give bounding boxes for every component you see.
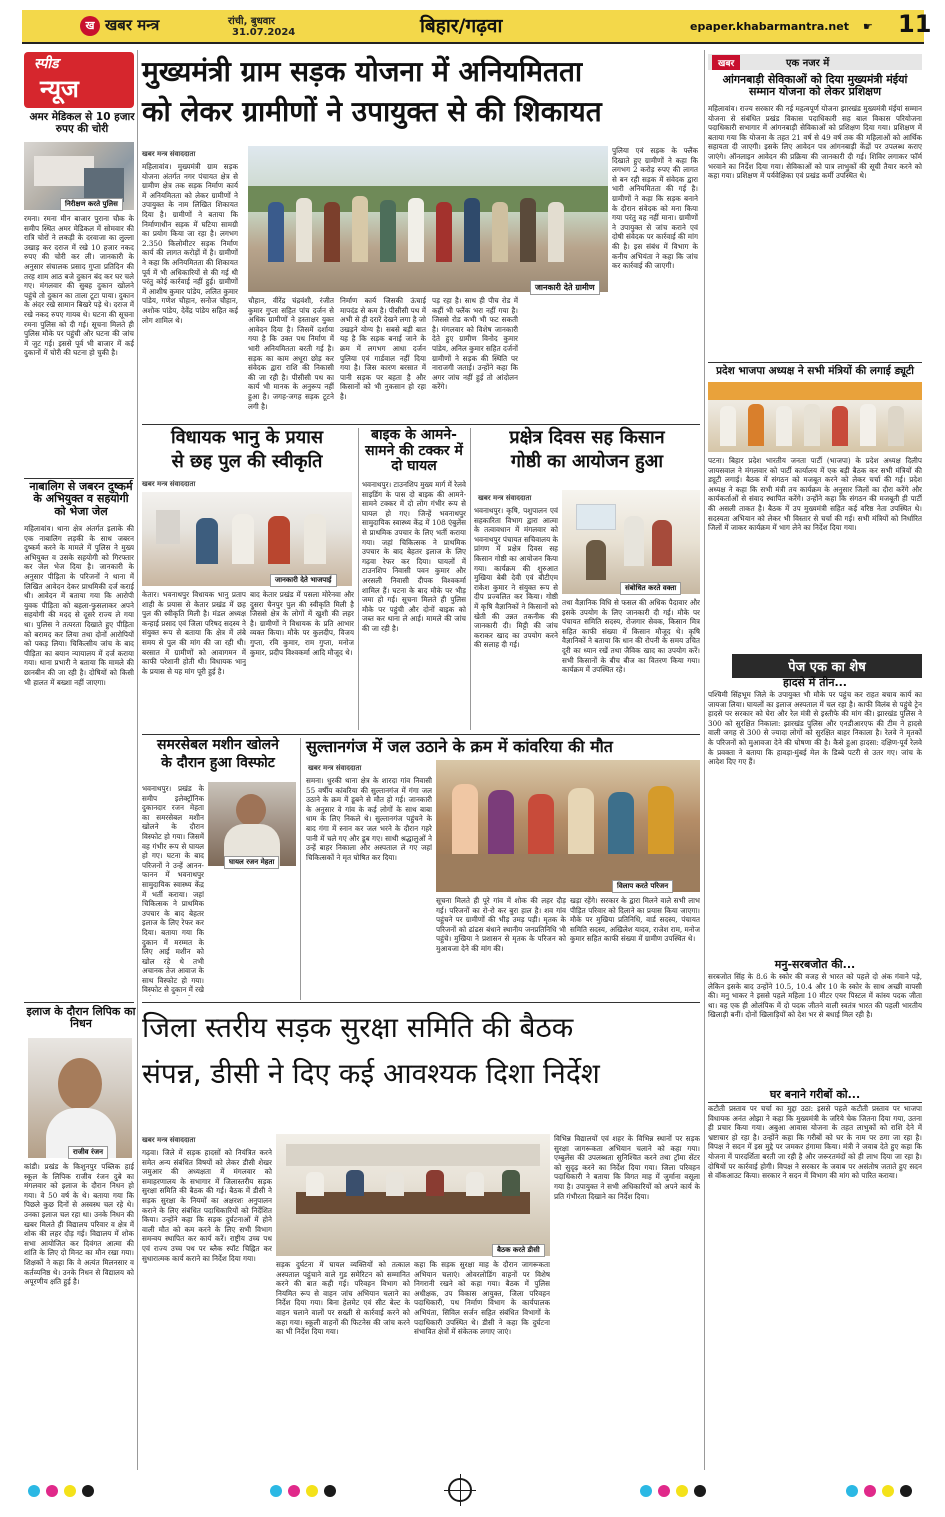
- sultanganj-col2: सूचना मिलते ही पूरे गांव में शोक की लहर दौड़ गई। परिजनों का रो-रो कर बुरा हाल है। शव गांव पहुंचने पर ग्रामीणों की भीड़ उमड़ पड़ी। मृतक के परिजनों को ढांढस बंधाने स्थानीय जनप्रतिनिधि भी पहुंचे। मुखिया ने प्रशासन से मृतक के परिजन को मुआवजा देने की मांग की।: [436, 896, 566, 953]
- road-safety-photo: [276, 1134, 550, 1256]
- brand-logo-icon: ख: [80, 16, 100, 36]
- speed-item-1-caption: निरीक्षण करते पुलिस: [60, 198, 123, 211]
- sultanganj-col1: समना। धुरकी थाना क्षेत्र के शारदा गांव निवासी 55 वर्षीय कांवरिया की सुल्तानगंज में गंगा जल उठाने के क्रम में डूबने से मौत हो गई। जानकारी के अनुसार वे गांव के कई लोगों के साथ बाबा धाम के लिए निकले थे। सुल्तानगंज पहुंचने के बाद गंगा में स्नान कर जल भरने के दौरान गहरे पानी में चले गए और डूब गए। साथी श्रद्धालुओं ने उन्हें बाहर निकाला और अस्पताल ले गए जहां चिकित्सकों ने मृत घोषित कर दिया।: [306, 776, 432, 862]
- right-item2-photo: [708, 382, 922, 452]
- sultanganj-col3: खड़ा रहेंगे। सरकार के द्वारा मिलने वाले सभी लाभ पीड़ित परिवार को दिलाने का प्रयास किया जाएगा। मौके पर मुखिया प्रतिनिधि, वार्ड सदस्य, पंचायत समिति सदस्य, अखिलेश यादव, राजेश राम, मनोज कुमार सहित काफी संख्या में ग्रामीण उपस्थित थे।: [570, 896, 700, 944]
- lead-col4: पड़ रहा है। साथ ही पीच रोड में कहीं भी फ्लैंक भरा नहीं गया है। जिससे रोड कभी भी फट सकती है। मंगलवार को विशेष जानकारी देते हुए ग्रामीण विनोद कुमार पांडेय, अनिल कुमार सहित दर्जनों ग्रामीणों ने सड़क की स्थिति पर नाराजगी जताई। उन्होंने कहा कि अगर जांच नहीं हुई तो आंदोलन करेंगे।: [432, 296, 518, 392]
- speed-item-2-body: महिलावांव। थाना क्षेत्र अंतर्गत इलाके की एक नाबालिग लड़की के साथ जबरन दुष्कर्म करने के मामले में पुलिस ने मुख्य अभियुक्त व उसके सहयोगी को गिरफ्तार कर जेल भेज दिया है। जानकारी के अनुसार पीड़िता के परिजनों ने थाना में लिखित आवेदन देकर प्राथमिकी दर्ज कराई थी। आवेदन में बताया गया कि आरोपी युवक पीड़िता को बहला-फुसलाकर अपने सहयोगी की मदद से दूसरे राज्य ले गया था। पुलिस ने तत्परता दिखाते हुए पीड़िता को बरामद कर लिया तथा दोनों आरोपियों को पकड़ लिया। चिकित्सीय जांच के बाद पीड़िता का बयान न्यायालय में दर्ज कराया गया। थाना प्रभारी ने बताया कि मामले की छानबीन की जा रही है। दोषियों को किसी भी हालत में बख्शा नहीं जाएगा।: [24, 524, 134, 687]
- lead-col2: चौहान, वीरेंद्र चंद्रवंशी, रंजीत कुमार गुप्ता सहित पांच दर्जन से अधिक ग्रामीणों ने हस्ताक्षर युक्त आवेदन दिया है। जिसमें दर्शाया गया है कि उक्त पथ निर्माण में भारी अनियमितता बरती गई है। सड़क का काम अधूरा छोड़ कर संवेदक द्वारा राशि की निकासी की जा रही है। पीसीसी पथ का कार्य भी मानक के अनुरूप नहीं हुआ है। जगह-जगह सड़क टूटने लगी है।: [248, 296, 334, 411]
- registration-dot-black-4: [900, 1485, 912, 1497]
- samarsebal-photo-caption: घायल रजन मेहता: [224, 856, 279, 869]
- section-title: बिहार/गढ़वा: [420, 15, 503, 37]
- registration-dot-black: [82, 1485, 94, 1497]
- registration-dot-magenta-4: [864, 1485, 876, 1497]
- samarsebal-headline-line2: के दौरान हुआ विस्फोट: [161, 755, 275, 771]
- road-safety-col4: विभिन्न विद्यालयों एवं शहर के विभिन्न स्थानों पर सड़क सुरक्षा जागरूकता अभियान चलाने को कहा गया। एम्बुलेंस की उपलब्धता सुनिश्चित करने तथा ट्रॉमा सेंटर को सुदृढ़ करने का निर्देश दिया गया। जिला परिवहन पदाधिकारी ने बताया कि विगत माह में जुर्माना वसूला गया है। उपायुक्त ने सभी अधिकारियों को अपने कार्य के प्रति गंभीरता दिखाने का निर्देश दिया।: [554, 1134, 700, 1201]
- bhanu-photo: [142, 492, 352, 586]
- right-sub1-heading: हादसे में तीन...: [783, 676, 847, 689]
- road-safety-byline: खबर मन्त्र संवाददाता: [142, 1136, 196, 1144]
- website-url[interactable]: epaper.khabarmantra.net: [690, 20, 849, 33]
- lead-col1: महिलावांव। मुख्यमंत्री ग्राम सड़क योजना अंतर्गत नगर पंचायत क्षेत्र से ग्रामीण क्षेत्र तक सड़क निर्माण कार्य में अनियमितता को लेकर ग्रामीणों ने उपायुक्त के नाम लिखित शिकायत दिया है। ग्रामीणों ने बताया कि निर्माणाधीन सड़क में घटिया सामग्री का प्रयोग किया जा रहा है। लगभग 2.350 किलोमीटर सड़क निर्माण कार्य की लागत करोड़ों में है। ग्रामीणों ने कहा कि अनियमितता की शिकायत पूर्व में भी अधिकारियों से की गई थी परंतु कोई कार्रवाई नहीं हुई। ग्रामीणों में आशीष कुमार पांडेय, ललित कुमार पांडेय, गणेश चौहान, सनोज चौहान, अशोक पांडेय, देवेंद्र पांडेय सहित कई लोग शामिल थे।: [142, 162, 238, 325]
- registration-dot-cyan: [28, 1485, 40, 1497]
- kisan-photo: [562, 490, 700, 594]
- sultanganj-byline: खबर मन्त्र संवाददाता: [308, 764, 362, 772]
- right-item1-body: महिलावांव। राज्य सरकार की नई महत्वपूर्ण योजना झारखंड मुख्यमंत्री मंईयां सम्मान योजना से संबंधित प्रखंड विकास पदाधिकारी सह बाल विकास परियोजना पदाधिकारी सभागार में आंगनबाड़ी सेविकाओं को प्रशिक्षण दिया गया। प्रशिक्षण में बताया गया कि योजना के तहत 21 वर्ष से 49 वर्ष तक की महिलाओं को आर्थिक सहायता दी जाएगी। इसके लिए आवेदन पत्र आंगनबाड़ी केंद्रों पर उपलब्ध कराए जाएंगे। ऑनलाइन आवेदन की प्रक्रिया की जानकारी दी गई। शिविर लगाकर फॉर्म भरवाने का निर्देश दिया गया। सेविकाओं को पात्र लाभुकों की सूची तैयार करने को कहा गया। प्रशिक्षण में पर्यवेक्षिका एवं प्रखंड कर्मी उपस्थित थे।: [708, 104, 922, 181]
- right-item1-headline: आंगनबाड़ी सेविकाओं को दिया मुख्यमंत्री मंईयां सम्मान योजना को लेकर प्रशिक्षण: [722, 73, 908, 99]
- speed-item-3-body: कांडी। प्रखंड के किशुनपुर पब्लिक हाई स्कूल के लिपिक राजीव रंजन दुबे का मंगलवार को इलाज के दौरान निधन हो गया। वे 50 वर्ष के थे। बताया गया कि पिछले कुछ दिनों से अस्वस्थ चल रहे थे। उनका इलाज चल रहा था। उनके निधन की खबर मिलते ही विद्यालय परिवार व क्षेत्र में शोक की लहर दौड़ गई। विद्यालय में शोक सभा आयोजित कर दिवंगत आत्मा की शांति के लिए दो मिनट का मौन रखा गया। शिक्षकों ने कहा कि वे अत्यंत मिलनसार व कर्तव्यनिष्ठ थे। उनके निधन से विद्यालय को अपूरणीय क्षति हुई है।: [24, 1162, 134, 1287]
- ek-nazar-section-tag: एक नजर में: [786, 58, 830, 69]
- lead-col3: निर्माण कार्य जिसकी ऊंचाई मापदंड से कम है। पीसीसी पथ में अभी से ही दरारें देखने लगा है जो उखड़ने योग्य है। सबसे बड़ी बात यह है कि सड़क बनाई जाने के क्रम में लगभग आधा दर्जन पुलिया एवं गार्डवाल नहीं दिया गया है। जिस कारण बरसात में पानी सड़क पर बहता है और किसानों को भी नुकसान हो रहा है।: [340, 296, 426, 401]
- right-item2-headline: प्रदेश भाजपा अध्यक्ष ने सभी मंत्रियों की लगाई ड्यूटी: [716, 365, 914, 377]
- registration-dot-black-3: [694, 1485, 706, 1497]
- registration-dot-yellow-4: [882, 1485, 894, 1497]
- bhanu-headline-line1: विधायक भानु के प्रयास: [170, 427, 324, 448]
- bike-headline: बाइक के आमने-सामने की टक्कर में दो घायल: [365, 427, 463, 475]
- road-safety-photo-caption: बैठक करते डीसी: [492, 1244, 545, 1257]
- kisan-col1: भवनाथपुर। कृषि, पशुपालन एवं सहकारिता विभाग द्वारा आत्मा के तत्वावधान में मंगलवार को भवनाथपुर पंचायत सचिवालय के प्रांगण में प्रक्षेत्र दिवस सह किसान गोष्ठी का आयोजन किया गया। कार्यक्रम की शुरुआत मुखिया बेबी देवी एवं बीटीएम राकेश कुमार ने संयुक्त रूप से दीप प्रज्वलित कर किया। गोष्ठी में कृषि वैज्ञानिकों ने किसानों को खेती की उन्नत तकनीक की जानकारी दी। मिट्टी की जांच कराकर खाद का उपयोग करने की सलाह दी गई।: [474, 506, 558, 650]
- speed-item-3-headline: इलाज के दौरान लिपिक का निधन: [26, 1005, 136, 1031]
- registration-dot-cyan-4: [846, 1485, 858, 1497]
- right-sub3-body: कटौती प्रस्ताव पर चर्चा का मुद्दा उठा: इससे पहले कटौती प्रस्ताव पर भाजपा विधायक अनंत ओझा ने कहा कि मुख्यमंत्री के जरिये चेक जितना दिया गया, उतना ही प्रचार किया गया। अबुआ आवास योजना के तहत लाभुकों को राशि देने में भ्रष्टाचार हो रहा है। उन्होंने कहा कि गरीबों को घर के नाम पर ठगा जा रहा है। विपक्ष ने सदन में इस मुद्दे पर जमकर हंगामा किया। मंत्री ने जवाब देते हुए कहा कि योजना में पारदर्शिता बरती जा रही है और जरूरतमंदों को ही लाभ दिया जा रहा है। दोषियों पर कार्रवाई होगी। विपक्ष ने सरकार के जवाब पर असंतोष जताते हुए सदन से वॉकआउट किया। सरकार ने सदन में विभाग की मांग को पारित कराया।: [708, 1104, 922, 1181]
- right-sub3-heading: घर बनाने गरीबों को...: [708, 1088, 922, 1103]
- page-number: 11: [898, 10, 932, 38]
- kisan-col2: तथा वैज्ञानिक विधि से फसल की अधिक पैदावार और इसके उपयोग के लिए जानकारी दी गई। मौके पर पंचायत समिति सदस्य, रोजगार सेवक, किसान मित्र सहित काफी संख्या में किसान मौजूद थे। कृषि वैज्ञानिकों ने बताया कि धान की रोपनी के समय उचित दूरी का ध्यान रखें तथा जैविक खाद का उपयोग करें। सभी किसानों के बीच बीज का वितरण किया गया। कार्यक्रम में उपस्थित रहे।: [562, 598, 700, 675]
- road-safety-headline-line2: संपन्न, डीसी ने दिए कई आवश्यक दिशा निर्देश: [142, 1057, 600, 1090]
- page-one-remainder-bar: पेज एक का शेष: [732, 654, 922, 678]
- speed-item-2-headline: नाबालिग से जबरन दुष्कर्म के अभियुक्त व सहयोगी को भेजा जेल: [29, 480, 133, 518]
- cursor-icon: ☛: [863, 20, 873, 33]
- road-safety-col1: गढ़वा। जिले में सड़क हादसों को नियंत्रित करने समेत अन्य संबंधित विषयों को लेकर डीसी शेखर जमुआर की अध्यक्षता में मंगलवार को समाहरणालय के सभागार में जिलास्तरीय सड़क सुरक्षा समिति की बैठक की गई। बैठक में डीसी ने सड़क सुरक्षा के नियमों का अक्षरशः अनुपालन कराने के लिए संबंधित पदाधिकारियों को निर्देशित किया। उन्होंने कहा कि सड़क दुर्घटनाओं में होने वाली मौत को कम करने के लिए सभी विभाग समन्वय स्थापित कर कार्य करें। राष्ट्रीय उच्च पथ एवं राज्य उच्च पथ पर ब्लैक स्पॉट चिह्नित कर सुधारात्मक कार्य कराने का निर्देश दिया गया।: [142, 1148, 272, 1263]
- speed-item-1-body: रमना। रमना मीन बाजार पुराना चौक के समीप स्थित अमर मेडिकल में सोमवार की रात्रि चोरों ने लकड़ी के दरवाजा का लुल्ला उखाड़ कर दराज में रखे 10 हजार नकद रुपए की चोरी कर ली। जानकारी के अनुसार संचालक प्रसाद गुप्ता प्रतिदिन की तरह शाम आठ बजे दुकान बंद कर घर चले गए। मंगलवार की सुबह दुकान खोलने पहुंचे तो दुकान का ताला टूटा पाया। दुकान के अंदर रखे सामान बिखरे पड़े थे। दराज में रखे नकद रुपए गायब थे। घटना की सूचना रमना पुलिस को दी गई। सूचना मिलते ही पुलिस मौके पर पहुंची और घटना की जांच में जुट गई। इससे पूर्व भी बाजार में कई दुकानों में चोरी की घटना हो चुकी है।: [24, 214, 134, 358]
- bhanu-headline-line2: से छह पुल की स्वीकृति: [171, 451, 323, 472]
- speed-item-3-caption: राजीव रंजन: [68, 1146, 108, 1159]
- kisan-headline-line2: गोष्ठी का आयोजन हुआ: [510, 451, 664, 472]
- right-sub1-body: पश्चिमी सिंहभूम जिले के उपायुक्त भी मौके पर पहुंच कर राहत बचाव कार्य का जायजा लिया। घायलों का इलाज अस्पताल में चल रहा है। काफी विलंब से पहुंचे ट्रेन हादसे पर सरकार को घेरा और रेल मंत्री से इस्तीफे की मांग की। झारखंड पुलिस ने 300 को सुरक्षित निकाला: झारखंड पुलिस और एनडीआरएफ की टीम ने हादसे वाली जगह से 300 से ज्यादा लोगों को सुरक्षित बाहर निकाला है। रेलवे ने मृतकों के परिजनों को मुआवजा देने की घोषणा की है। कैसे हुआ हादसा: दक्षिण-पूर्व रेलवे के प्रवक्ता ने बताया कि हावड़ा-मुंबई मेल के डिब्बे पटरी से उतर गए। जांच के आदेश दिए गए हैं।: [708, 690, 922, 767]
- lead-byline: खबर मन्त्र संवाददाता: [142, 150, 196, 158]
- registration-dot-yellow-2: [306, 1485, 318, 1497]
- registration-dot-yellow: [64, 1485, 76, 1497]
- registration-crosshair-icon: [448, 1478, 472, 1502]
- registration-dot-cyan-2: [270, 1485, 282, 1497]
- sultanganj-photo-caption: विलाप करते परिजन: [612, 880, 673, 893]
- right-sub2-heading: मनु-सरबजोत की...: [774, 958, 856, 971]
- right-sub2-body: सरबजोत सिंह के 8.6 के स्कोर की वजह से भारत को पहले दो अंक गंवाने पड़े, लेकिन इसके बाद उन्होंने 10.5, 10.4 और 10 के स्कोर के साथ अच्छी वापसी की। मनु भाकर ने इससे पहले महिला 10 मीटर एयर पिस्टल में कांस्य पदक जीता था। वह एक ही ओलंपिक में दो पदक जीतने वाली स्वतंत्र भारत की पहली भारतीय खिलाड़ी बनीं। दोनों खिलाड़ियों को देश भर से बधाई मिल रही है।: [708, 972, 922, 1020]
- ek-nazar-brand-tag: खबर: [712, 55, 740, 70]
- lead-headline-line2: को लेकर ग्रामीणों ने उपायुक्त से की शिकायत: [142, 95, 602, 128]
- right-item2-body: पटना। बिहार प्रदेश भारतीय जनता पार्टी (भाजपा) के प्रदेश अध्यक्ष दिलीप जायसवाल ने मंगलवार को पार्टी कार्यालय में एक बड़ी बैठक कर सभी मंत्रियों की ड्यूटी लगाई। बैठक में संगठन को मजबूत करने को लेकर चर्चा की गई। प्रदेश अध्यक्ष ने कहा कि सभी मंत्री तय कार्यक्रम के अनुसार जिलों का दौरा करेंगे और कार्यकर्ताओं से संवाद स्थापित करेंगे। उन्होंने कहा कि संगठन की मजबूती ही पार्टी की असली ताकत है। बैठक में उप मुख्यमंत्री सहित कई वरिष्ठ नेता उपस्थित थे। सदस्यता अभियान को लेकर भी विस्तार से चर्चा की गई। सभी मंत्रियों को निर्धारित जिलों में जाकर कार्यक्रम में भाग लेने का निर्देश दिया गया।: [708, 456, 922, 533]
- samarsebal-photo: [208, 782, 296, 866]
- lead-headline-line1: मुख्यमंत्री ग्राम सड़क योजना में अनियमितता: [142, 55, 583, 88]
- lead-col5: पुलिया एवं सड़क के फ्लैंक दिखाते हुए ग्रामीणों ने कहा कि लगभग 2 करोड़ रुपए की लागत से बन रही सड़क में संवेदक द्वारा भारी अनियमितता की गई है। ग्रामीणों ने कहा कि सड़क बनाने के दौरान संवेदक को मना किया गया परंतु वह नहीं माना। ग्रामीणों ने उपायुक्त से जांच कराने एवं दोषी संवेदक पर कार्रवाई की मांग की है। इस संबंध में विभाग के कनीय अभियंता ने कहा कि जांच कर कार्रवाई की जाएगी।: [612, 146, 698, 271]
- masthead-city-day: रांची, बुधवार: [228, 16, 276, 27]
- registration-dot-cyan-3: [640, 1485, 652, 1497]
- masthead-date: 31.07.2024: [232, 27, 296, 38]
- kisan-byline: खबर मन्त्र संवाददाता: [478, 494, 532, 502]
- registration-dot-magenta: [46, 1485, 58, 1497]
- samarsebal-body: भवनाथपुर। प्रखंड के समीप इलेक्ट्रॉनिक दुकानदार रजन मेहता का समरसेबल मशीन खोलने के दौरान विस्फोट हो गया। जिसमें वह गंभीर रूप से घायल हो गए। घटना के बाद परिजनों ने उन्हें आनन-फानन में भवनाथपुर सामुदायिक स्वास्थ्य केंद्र में भर्ती कराया। जहां चिकित्सक ने प्राथमिक उपचार के बाद बेहतर इलाज के लिए रेफर कर दिया। बताया गया कि दुकान में मरम्मत के लिए आई मशीन को खोल रहे थे तभी अचानक तेज आवाज के साथ विस्फोट हो गया। विस्फोट से दुकान में रखे: [142, 784, 204, 995]
- road-safety-headline-line1: जिला स्तरीय सड़क सुरक्षा समिति की बैठक: [142, 1011, 574, 1044]
- road-safety-col3: कहा कि सड़क सुरक्षा माह के दौरान जागरूकता अभियान चलाएं। ओवरलोडिंग वाहनों पर विशेष निगरानी रखने को कहा गया। बैठक में पुलिस अधीक्षक, उप विकास आयुक्त, जिला परिवहन पदाधिकारी, पथ निर्माण विभाग के कार्यपालक अभियंता, सिविल सर्जन सहित संबंधित विभागों के पदाधिकारी उपस्थित थे। डीसी ने कहा कि दुर्घटना संभावित क्षेत्रों में संकेतक लगाए जाएं।: [414, 1260, 550, 1337]
- speed-item-3-photo: [28, 1038, 132, 1158]
- bhanu-col1: केतार। भवनाथपुर विधायक भानु प्रताप शाही के प्रयास से केतार प्रखंड में छह पुल की स्वीकृति मिली है। मंडल अध्यक्ष कन्हाई प्रसाद एवं जिला परिषद सदस्य ने संयुक्त रूप से बताया कि क्षेत्र में लंबे समय से पुल की मांग की जा रही थी। बरसात में ग्रामीणों को आवागमन में काफी परेशानी होती थी। विधायक भानु के प्रयास से यह मांग पूरी हुई है।: [142, 590, 246, 676]
- kisan-headline-line1: प्रक्षेत्र दिवस सह किसान: [509, 427, 665, 448]
- kisan-photo-caption: संबोधित करते वक्ता: [620, 582, 681, 595]
- registration-dot-black-2: [324, 1485, 336, 1497]
- samarsebal-headline-line1: समरसेबल मशीन खोलने: [157, 737, 279, 753]
- speed-news-badge-bottom: न्यूज: [40, 75, 79, 103]
- lead-photo: [248, 146, 608, 292]
- road-safety-col2: सड़क दुर्घटना में घायल व्यक्तियों को तत्काल अस्पताल पहुंचाने वाले गुड समेरिटन को सम्मानित करने की बात कही गई। परिवहन विभाग को नियमित रूप से वाहन जांच अभियान चलाने का निर्देश दिया गया। बिना हेलमेट एवं सीट बेल्ट के वाहन चलाने वालों पर सख्ती से कार्रवाई करने को कहा गया। स्कूली वाहनों की फिटनेस की जांच करने का भी निर्देश दिया गया।: [276, 1260, 410, 1337]
- lead-photo-caption: जानकारी देते ग्रामीण: [530, 280, 600, 295]
- bhanu-byline: खबर मन्त्र संवाददाता: [142, 480, 196, 488]
- bike-body: भवनाथपुर। टाउनशिप मुख्य मार्ग में रेलवे साइडिंग के पास दो बाइक की आमने-सामने टक्कर में दो लोग गंभीर रूप से घायल हो गए। जिन्हें भवनाथपुर सामुदायिक स्वास्थ्य केंद्र में 108 एंबुलेंस से प्राथमिक उपचार के लिए भर्ती कराया गया। जहां चिकित्सक ने प्राथमिक उपचार के बाद बेहतर इलाज के लिए गढ़वा रेफर कर दिया। घायलों में टाउनशिप निवासी पवन कुमार और अरसली निवासी दीपक विश्वकर्मा शामिल हैं। घटना के बाद मौके पर भीड़ जमा हो गई। सूचना मिलते ही पुलिस मौके पर पहुंची और दोनों बाइक को जब्त कर थाना ले आई। मामले की जांच की जा रही है।: [362, 480, 466, 633]
- registration-dot-magenta-2: [288, 1485, 300, 1497]
- registration-dot-magenta-3: [658, 1485, 670, 1497]
- bhanu-col2: बाद केतार प्रखंड में पसला मोरेनवा और दुसरा चैनपुर पुल की स्वीकृति मिली है जिससे क्षेत्र के लोगों में खुशी की लहर है। ग्रामीणों ने विधायक के प्रति आभार व्यक्त किया। मौके पर कुलदीप, विजय गुप्ता, रवि कुमार, राम गुप्ता, मनोज कुमार, प्रदीप विश्वकर्मा आदि मौजूद थे।: [250, 590, 354, 657]
- bhanu-photo-caption: जानकारी देते भाजपाई: [270, 574, 337, 587]
- sultanganj-photo: [436, 760, 700, 892]
- speed-item-1-headline: अमर मेडिकल से 10 हजार रुपए की चोरी: [29, 111, 135, 135]
- registration-dot-yellow-3: [676, 1485, 688, 1497]
- sultanganj-headline: सुल्तानगंज में जल उठाने के क्रम में कांवरिया की मौत: [306, 737, 613, 756]
- speed-news-badge-top: स्पीड: [34, 56, 59, 72]
- brand-name: खबर मन्त्र: [105, 16, 160, 34]
